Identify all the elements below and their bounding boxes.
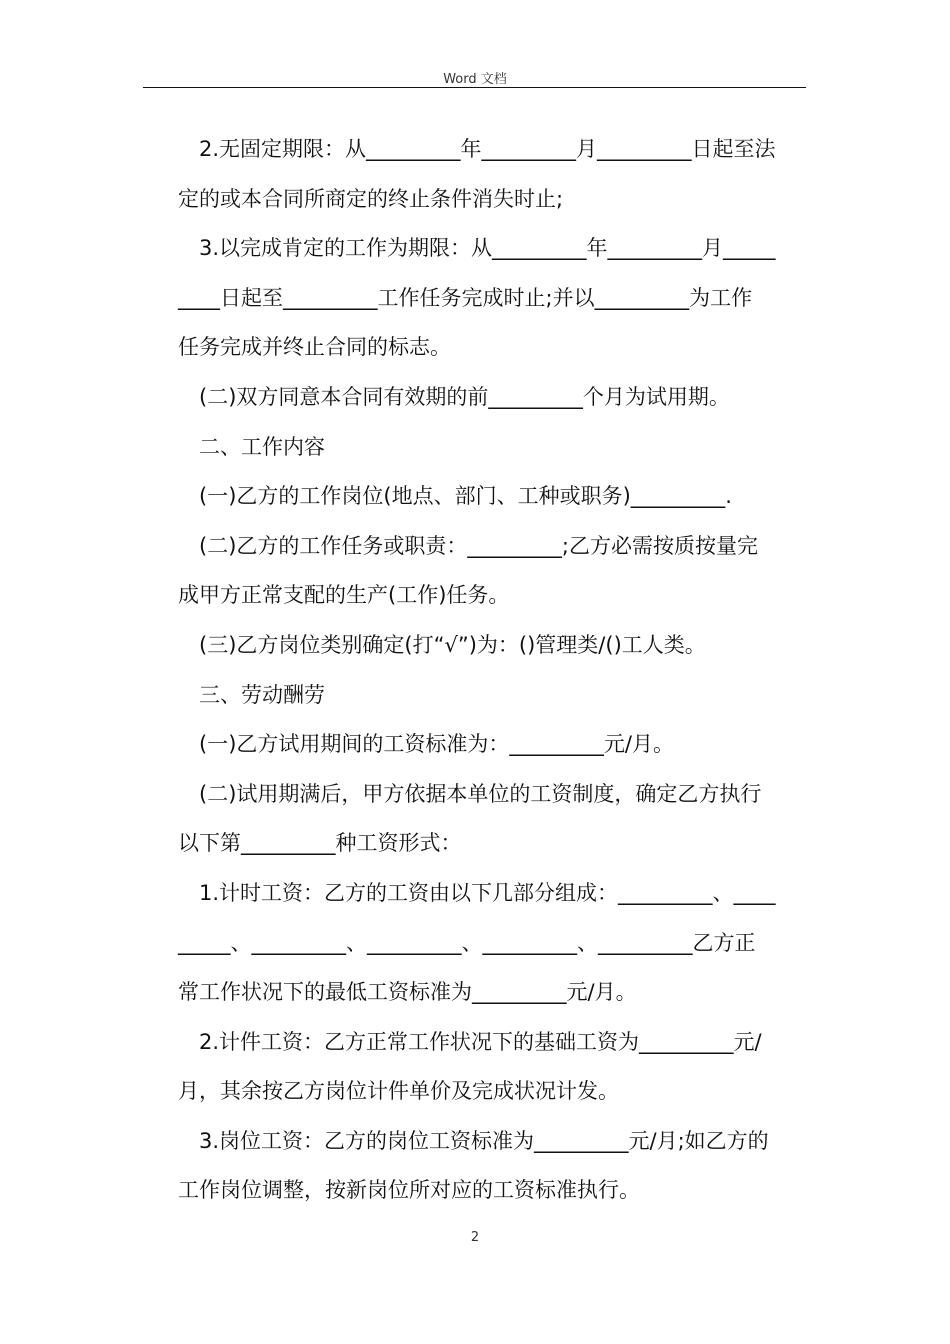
paragraph-line: 定的或本合同所商定的终止条件消失时止; bbox=[178, 186, 564, 211]
paragraph-line: (一)乙方的工作岗位(地点、部门、工种或职务)_________. bbox=[199, 484, 732, 509]
document-body bbox=[178, 125, 808, 1216]
paragraph-line: 月，其余按乙方岗位计件单价及完成状况计发。 bbox=[178, 1079, 619, 1104]
paragraph-line: (二)试用期满后，甲方依据本单位的工资制度，确定乙方执行 bbox=[199, 781, 762, 806]
paragraph-line: 2.计件工资：乙方正常工作状况下的基础工资为_________元/ bbox=[199, 1029, 762, 1054]
paragraph-line: 成甲方正常支配的生产(工作)任务。 bbox=[178, 583, 510, 608]
paragraph-line: 任务完成并终止合同的标志。 bbox=[178, 335, 451, 360]
page-number: 2 bbox=[470, 1230, 480, 1245]
page-header: Word 文档 bbox=[443, 72, 507, 87]
section-heading: 二、工作内容 bbox=[199, 434, 325, 459]
paragraph-line: ____日起至_________工作任务完成时止;并以_________为工作 bbox=[178, 285, 753, 310]
paragraph-line: 常工作状况下的最低工资标准为_________元/月。 bbox=[178, 980, 637, 1005]
paragraph-line: (三)乙方岗位类别确定(打“√”)为：()管理类/()工人类。 bbox=[199, 632, 706, 657]
paragraph-line: (二)乙方的工作任务或职责：_________;乙方必需按质按量完 bbox=[199, 533, 758, 558]
paragraph-line: (一)乙方试用期间的工资标准为：_________元/月。 bbox=[199, 732, 674, 757]
section-heading: 三、劳动酬劳 bbox=[199, 682, 325, 707]
paragraph-line: (二)双方同意本合同有效期的前_________个月为试用期。 bbox=[199, 384, 730, 409]
paragraph-line: 工作岗位调整，按新岗位所对应的工资标准执行。 bbox=[178, 1178, 640, 1203]
paragraph-line: 2.无固定期限：从_________年_________月_________日起至法 bbox=[199, 137, 776, 161]
paragraph-line: 以下第_________种工资形式： bbox=[178, 831, 462, 856]
paragraph-line: 1.计时工资：乙方的工资由以下几部分组成：_________、____ bbox=[199, 880, 776, 905]
header-rule bbox=[143, 87, 806, 88]
paragraph-line: 3.以完成肯定的工作为期限：从_________年_________月_____ bbox=[199, 236, 776, 261]
paragraph-line: _____、_________、_________、_________、_________乙方正 bbox=[178, 930, 756, 955]
paragraph-line: 3.岗位工资：乙方的岗位工资标准为_________元/月;如乙方的 bbox=[199, 1128, 769, 1153]
